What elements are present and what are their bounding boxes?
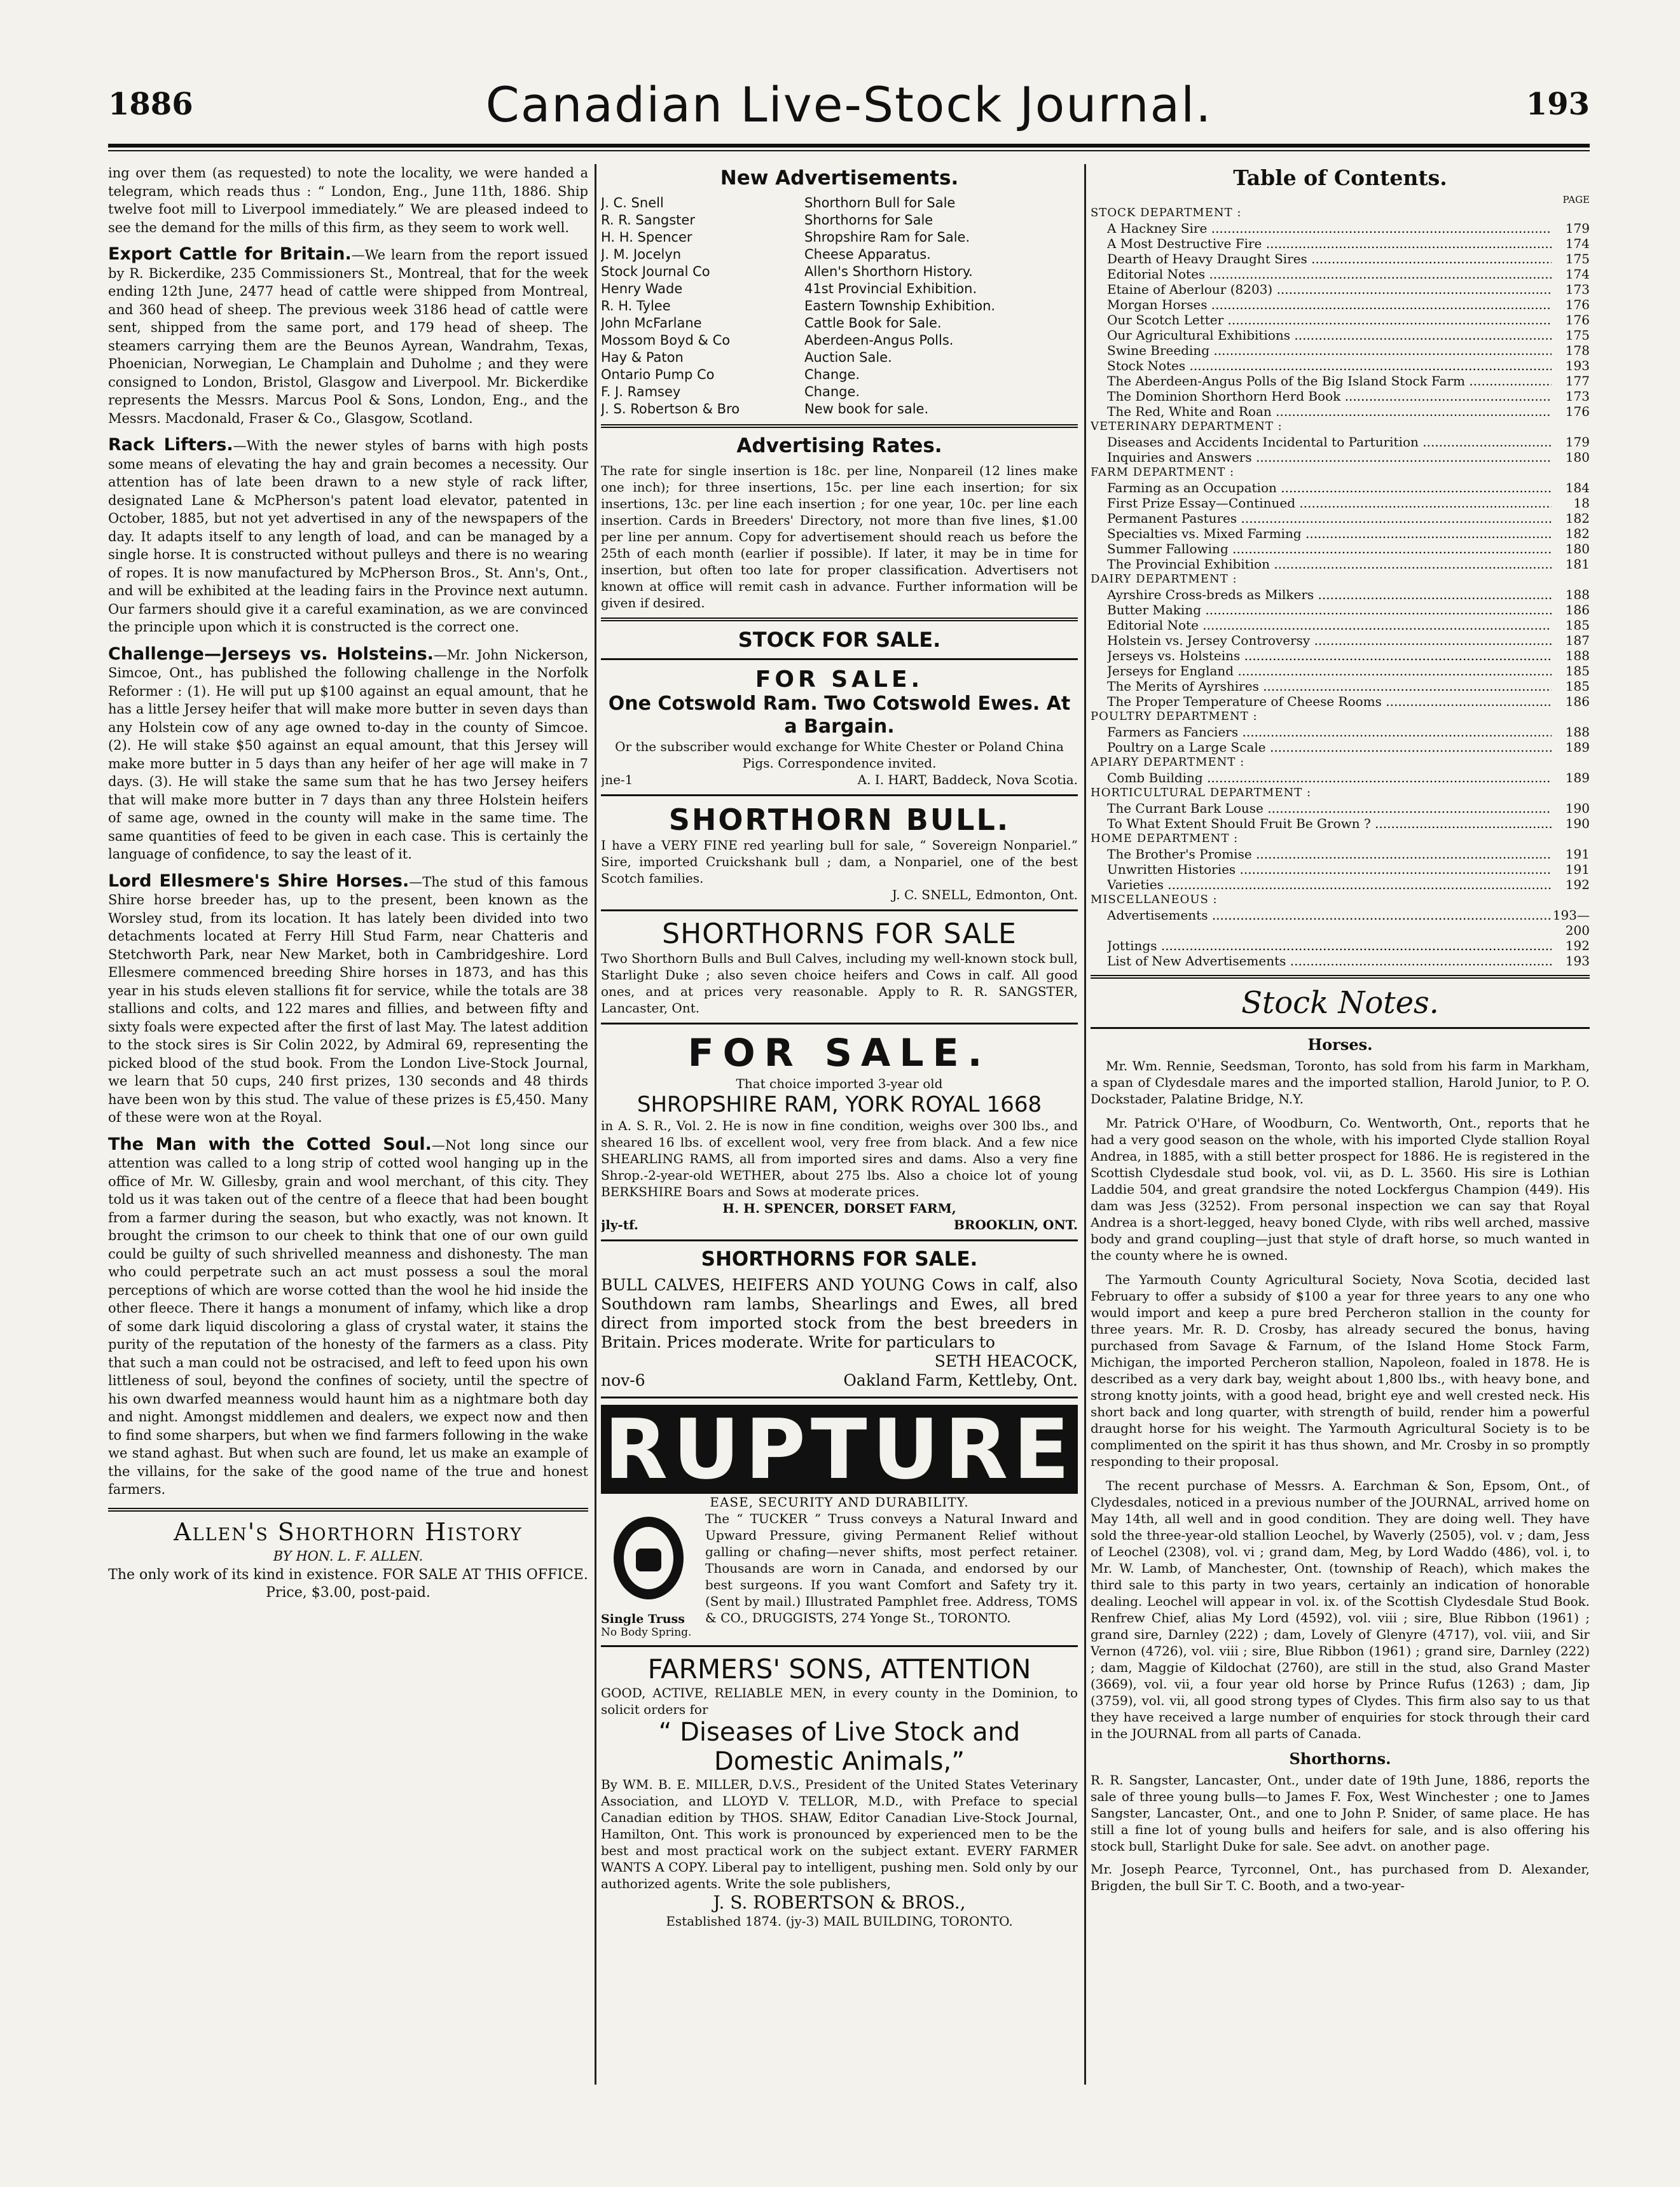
toc-entry-page: 193	[1565, 953, 1590, 969]
new-ad-advertiser: H. H. Spencer	[601, 230, 692, 245]
diseases-book-title: “ Diseases of Live Stock and Domestic Animals,”	[658, 1718, 1021, 1776]
toc-entry-page: 180	[1565, 541, 1590, 556]
diseases-book-body: By WM. B. E. MILLER, D.V.S., President of the United States Veterinary Association, and LLOYD V. TELLOR, M.D., with Preface to special Canadian edition by THOS. SHAW, Editor Canadian Live-Stock Journal, Hamilton, Ont. This work is pronounced by experienced men to be the best and most practical work on the subject extant. EVERY FARMER WANTS A COPY. Liberal pay to intelligent, pushing men. Sold only by our authorized agents. Write the sole publishers,	[601, 1777, 1078, 1891]
toc-entry-page: 176	[1565, 297, 1590, 312]
toc-entry-title: Poultry on a Large Scale .....	[1107, 740, 1552, 755]
divider	[601, 424, 1078, 428]
new-ad-description: Aberdeen-Angus Polls.	[804, 333, 954, 348]
ad-code: jly-tf.	[601, 1217, 638, 1232]
toc-entry	[1091, 770, 1590, 785]
allen-history-author: BY HON. L. F. ALLEN.	[273, 1548, 423, 1564]
toc-entry	[1091, 953, 1590, 969]
toc-entry-title: The Aberdeen-Angus Polls of the Big Island Stock Farm .....	[1107, 373, 1552, 389]
toc-department: APIARY DEPARTMENT :	[1091, 755, 1245, 769]
toc-department: HORTICULTURAL DEPARTMENT :	[1091, 786, 1312, 799]
stock-for-sale-title: STOCK FOR SALE.	[738, 628, 941, 652]
new-advertisements-list	[601, 195, 1078, 418]
toc-entry	[1091, 694, 1590, 709]
heacock-signature-row	[601, 1371, 1078, 1390]
toc-entry-title: Comb Building .....	[1107, 770, 1552, 785]
toc-entry	[1091, 740, 1590, 755]
toc-entry-title: Varieties .....	[1107, 877, 1552, 892]
article-headline: Export Cattle for Britain.	[108, 244, 352, 264]
truss-label-1: Single Truss	[601, 1612, 685, 1626]
new-ad-advertiser: Henry Wade	[601, 281, 683, 296]
toc-entry-page: 179	[1565, 221, 1590, 236]
table-of-contents	[1091, 205, 1590, 969]
truss-label-2: No Body Spring.	[601, 1626, 692, 1639]
article-body: —Not long since our attention was called to a long strip of cotted wool hanging up in the office of Mr. W. Gillesby, grain and wool merchant, of this city. They told us it was taken out of the centre of a fleece that had been bought from a farmer during the season, but who exactly, was not known. It brought the crimson to our cheek to think that one of our own guild could be guilty of such shrivelled meanness and dishonesty. The man who could perpetrate such an act must possess a soul the moral perceptions of which are worse cotted than the wool he hid inside the other fleece. There it hangs a monument of infamy, which like a drop of some dark liquid discoloring a glass of crystal water, it stains the purity of the reputation of the honesty of the farmers as a class. Pity that such a man could not be ostracised, and left to feed upon his own littleness of soul, beyond the confines of society, until the spectre of his own dwarfed meanness would haunt him as a nightmare both day and night. Amongst middlemen and dealers, we expect now and then to find some sharpers, but when we find farmers following in the wake we stand aghast. But when such are found, let us make an example of the villains, for the sake of the good name of the true and honest farmers.	[108, 1137, 588, 1497]
article-export-cattle	[108, 245, 588, 427]
divider	[601, 909, 1078, 911]
toc-entry-page: 193	[1565, 358, 1590, 373]
column-2	[601, 164, 1078, 2066]
toc-entry-title: Unwritten Histories .....	[1107, 862, 1552, 877]
robertson-signature: J. S. ROBERTSON & BROS.,	[713, 1892, 966, 1913]
divider	[601, 1023, 1078, 1025]
toc-entry-page: 191	[1565, 846, 1590, 862]
new-ad-description: Change.	[804, 384, 860, 399]
toc-entry-page: 189	[1565, 740, 1590, 755]
toc-entry-title: The Provincial Exhibition .....	[1107, 556, 1552, 572]
toc-entry-title: Our Agricultural Exhibitions .....	[1107, 328, 1552, 343]
toc-entry	[1091, 343, 1590, 358]
new-ad-row	[601, 315, 1078, 332]
stock-note: The recent purchase of Messrs. A. Earchman & Son, Epsom, Ont., of Clydesdales, noticed in a previous number of the JOURNAL, arrived home on May 14th, all well and in good condition. They are doing well. They have sold the three-year-old stallion Leochel, by Waverly (2505), vol. v ; dam, Jess of Leochel (2308), vol. vi ; grand dam, Meg, by Lord Waddo (486), vol. i, to Mr. W. Lamb, of Manchester, Ont. (township of Reach), which makes the third sale to this party in two years, certainly an indication of honorable dealing. Leochel will appear in vol. ix. of the Scottish Clydesdale Stud Book. Renfrew Chief, alias My Lord (4592), vol. viii ; sire, Blue Ribbon (1961) ; grand sire, Darnley (222) ; dam, Lovely of Glenyre (4717), vol. viii, and Sir Vernon (4726), vol. viii ; sire, Blue Ribbon (1961) ; grand sire, Darnley (222) ; dam, Maggie of Kildochat (2760), are still in the stud, also Grand Master (3669), vol. vii, a four year old horse by Prince Rufus (1263) ; dam, Jip (3759), vol. vii, all good strong types of Clydes. This firm also say to us that they have received a large number of enquiries for stock through their card in the JOURNAL from all parts of Canada.	[1091, 1478, 1590, 1741]
intro-paragraph: ing over them (as requested) to note the locality, we were handed a telegram, which reads thus : “ London, Eng., June 11th, 1886. Ship twelve foot mill to Liverpool immediately.” We are pleased indeed to see the demand for the mills of this firm, as they seem to work well.	[108, 165, 588, 235]
toc-entry	[1091, 602, 1590, 617]
toc-entry-page: 190	[1565, 801, 1590, 816]
shropshire-ram-headline: SHROPSHIRE RAM, YORK ROYAL 1668	[637, 1092, 1042, 1117]
toc-entry-title: A Most Destructive Fire .....	[1107, 236, 1552, 251]
ad-signature: Oakland Farm, Kettleby, Ont.	[843, 1371, 1078, 1390]
table-of-contents-title: Table of Contents.	[1233, 165, 1447, 190]
new-ad-row	[601, 212, 1078, 229]
divider	[601, 1239, 1078, 1241]
toc-entry-page: 178	[1565, 343, 1590, 358]
new-ad-advertiser: Stock Journal Co	[601, 264, 710, 279]
toc-entry	[1091, 328, 1590, 343]
toc-page-label: PAGE	[1562, 194, 1590, 205]
new-ad-description: Allen's Shorthorn History.	[804, 264, 973, 279]
ad-signature: A. I. HART, Baddeck, Nova Scotia.	[857, 772, 1078, 787]
toc-entry-page: 192	[1565, 877, 1590, 892]
toc-entry-title: To What Extent Should Fruit Be Grown ? .....	[1107, 816, 1552, 831]
new-advertisements-title: New Advertisements.	[720, 167, 959, 190]
toc-entry-title: Farmers as Fanciers .....	[1107, 724, 1552, 740]
sangster-note: R. R. Sangster, Lancaster, Ont., under date of 19th June, 1886, reports the sale of three young bulls—to James F. Fox, West Winchester ; one to James Sangster, Lancaster, Ont., and one to John P. Snider, of same place. He has still a fine lot of young bulls and heifers for sale, and is also offering his stock bull, Starlight Duke for sale. See advt. on another page.	[1091, 1772, 1590, 1854]
divider	[601, 1397, 1078, 1398]
article-headline: Lord Ellesmere's Shire Horses.	[108, 871, 410, 891]
toc-entry-title: Dearth of Heavy Draught Sires .....	[1107, 251, 1552, 266]
new-ad-description: New book for sale.	[804, 401, 929, 417]
toc-entry	[1091, 724, 1590, 740]
new-ad-row	[601, 383, 1078, 401]
toc-entry-title: The Dominion Shorthorn Herd Book .....	[1107, 389, 1552, 404]
shropshire-ram-body: in A. S. R., Vol. 2. He is now in fine condition, weighs over 300 lbs., and sheared 16 lbs. of excellent wool, very free from black. And a few nice SHEARLING RAMS, all from imported sires and dams. Also a very fine Shrop.-2-year-old WETHER, about 275 lbs. Also a choice lot of young BERKSHIRE Boars and Sows at moderate prices.	[601, 1118, 1078, 1199]
toc-entry	[1091, 846, 1590, 862]
shorthorn-bull-body: I have a VERY FINE red yearling bull for sale, “ Sovereign Nonpariel.” Sire, imported Cruickshank bull ; dam, a Nonpariel, one of the best Scotch families.	[601, 838, 1078, 886]
toc-entry	[1091, 617, 1590, 633]
toc-entry	[1091, 434, 1590, 450]
toc-entry-title: List of New Advertisements .....	[1107, 953, 1552, 969]
toc-entry-title: Jottings .....	[1107, 938, 1552, 953]
toc-entry-title: The Merits of Ayrshires .....	[1107, 679, 1552, 694]
for-sale-banner-2: FOR SALE.	[687, 1031, 991, 1075]
toc-entry-page: 176	[1565, 404, 1590, 419]
toc-entry	[1091, 236, 1590, 251]
new-ad-advertiser: R. H. Tylee	[601, 298, 671, 314]
toc-department: MISCELLANEOUS :	[1091, 893, 1218, 906]
article-headline: Rack Lifters.	[108, 435, 233, 455]
rupture-ad-body	[601, 1510, 1078, 1639]
toc-entry-title: Editorial Notes .....	[1107, 266, 1552, 282]
farmers-sons-headline: FARMERS' SONS, ATTENTION	[647, 1653, 1031, 1685]
masthead-year: 1886	[108, 86, 193, 122]
toc-entry-title: The Proper Temperature of Cheese Rooms .....	[1107, 694, 1552, 709]
masthead-page-number: 193	[1525, 86, 1590, 122]
toc-entry-page: 180	[1565, 450, 1590, 465]
new-ad-row	[601, 246, 1078, 263]
masthead	[108, 75, 1590, 132]
new-ad-row	[601, 280, 1078, 298]
new-ad-row	[601, 229, 1078, 246]
toc-entry	[1091, 862, 1590, 877]
column-divider-1	[595, 164, 596, 2085]
toc-entry-page: 185	[1565, 679, 1590, 694]
toc-entry	[1091, 633, 1590, 648]
divider	[601, 1645, 1078, 1647]
toc-department: FARM DEPARTMENT :	[1091, 466, 1235, 479]
stock-note: Mr. Wm. Rennie, Seedsman, Toronto, has sold from his farm in Markham, a span of Clydesdale mares and the imported stallion, Harold Junior, to P. O. Dockstader, Palatine Bridge, N.Y.	[1091, 1058, 1590, 1107]
toc-entry	[1091, 801, 1590, 816]
column-1	[108, 164, 588, 2066]
article-body: —Mr. John Nickerson, Simcoe, Ont., has published the following challenge in the Norfolk Reformer : (1). He will put up $100 against an equal amount, that he has a little Jersey heifer that will make more butter in seven days than any Holstein cow of any age owned to-day in the county of Simcoe. (2). He will stake $50 against an equal amount, that this Jersey will make more butter in 5 days than any heifer of her age will make in 7 days. (3). He will stake the same sum that he has two Jersey heifers that will make more butter in 7 days than any three Holstein heifers of same age, owned in the county will make in the same time. The same quantities of feed to be given in each case. This is certainly the language of confidence, to say the least of it.	[108, 647, 588, 862]
toc-entry-page: 182	[1565, 526, 1590, 541]
toc-entry-title: Editorial Note .....	[1107, 617, 1552, 633]
new-ad-advertiser: F. J. Ramsey	[601, 384, 681, 399]
advertising-rates-body: The rate for single insertion is 18c. per line, Nonpareil (12 lines make one inch); for three insertions, 15c. per line each insertion; for six insertions, 13c. per line each insertion ; for one year, 10c. per line each insertion. Cards in Breeders' Directory, not more than five lines, $1.00 per line per annum. Copy for advertisement should reach us before the 25th of each month (earlier if possible). If later, it may be in time for insertion, but often too late for proper classification. Advertisers not known at office will remit cash in advance. Further information will be given if desired.	[601, 463, 1078, 611]
rupture-subtitle: EASE, SECURITY AND DURABILITY.	[710, 1494, 969, 1510]
toc-entry-page: 188	[1565, 724, 1590, 740]
toc-entry-page: 173	[1565, 389, 1590, 404]
divider	[601, 617, 1078, 621]
new-ad-description: Shorthorns for Sale	[804, 212, 933, 228]
toc-department: STOCK DEPARTMENT :	[1091, 206, 1242, 219]
ad-code: nov-6	[601, 1371, 645, 1390]
new-ad-row	[601, 401, 1078, 418]
toc-entry	[1091, 282, 1590, 297]
toc-entry-title: The Red, White and Roan .....	[1107, 404, 1552, 419]
toc-entry	[1091, 358, 1590, 373]
toc-entry	[1091, 526, 1590, 541]
ram-signature-row	[601, 1217, 1078, 1233]
toc-entry	[1091, 312, 1590, 328]
truss-illustration	[601, 1510, 696, 1639]
divider	[1091, 975, 1590, 979]
new-ad-advertiser: Mossom Boyd & Co	[601, 333, 731, 348]
toc-entry-page: 189	[1565, 770, 1590, 785]
toc-entry-title: A Hackney Sire .....	[1107, 221, 1552, 236]
shorthorn-bull-headline: SHORTHORN BULL.	[668, 803, 1010, 837]
toc-entry-title: Diseases and Accidents Incidental to Parturition .....	[1107, 434, 1552, 450]
toc-entry-page: 174	[1565, 266, 1590, 282]
toc-entry-page: 185	[1565, 617, 1590, 633]
new-ad-advertiser: J. S. Robertson & Bro	[601, 401, 740, 417]
new-ad-description: Change.	[804, 367, 860, 382]
toc-entry-page: 184	[1565, 480, 1590, 495]
toc-entry-title: Farming as an Occupation .....	[1107, 480, 1552, 495]
ad-signature: BROOKLIN, ONT.	[953, 1217, 1078, 1232]
toc-entry-page: 175	[1565, 328, 1590, 343]
new-ad-description: 41st Provincial Exhibition.	[804, 281, 977, 296]
cotswold-signature-row	[601, 771, 1078, 788]
toc-entry-title: Specialties vs. Mixed Farming .....	[1107, 526, 1552, 541]
toc-entry-title: Swine Breeding .....	[1107, 343, 1552, 358]
truss-icon	[601, 1510, 696, 1612]
divider	[1091, 1027, 1590, 1029]
toc-entry-title: Jerseys for England .....	[1107, 663, 1552, 679]
toc-entry	[1091, 404, 1590, 419]
divider	[601, 658, 1078, 660]
new-ad-advertiser: J. C. Snell	[601, 195, 664, 210]
toc-entry-page: 188	[1565, 648, 1590, 663]
heacock-body: BULL CALVES, HEIFERS AND YOUNG Cows in calf, also Southdown ram lambs, Shearlings and Ewes, all bred direct from imported stock from the best breeders in Britain. Prices moderate. Write for particulars to	[601, 1276, 1078, 1351]
new-ad-advertiser: John McFarlane	[601, 315, 702, 331]
toc-entry-page: 174	[1565, 236, 1590, 251]
pearce-note: Mr. Joseph Pearce, Tyrconnel, Ont., has purchased from D. Alexander, Brigden, the bull Sir T. C. Booth, and a two-year-	[1091, 1861, 1590, 1893]
article-rack-lifters	[108, 436, 588, 637]
toc-entry-title: Summer Fallowing .....	[1107, 541, 1552, 556]
toc-department: POULTRY DEPARTMENT :	[1091, 710, 1258, 723]
masthead-rule-thin	[108, 150, 1590, 151]
stock-notes-title: Stock Notes.	[1241, 985, 1439, 1021]
toc-entry	[1091, 907, 1590, 938]
new-ad-description: Shorthorn Bull for Sale	[804, 195, 956, 210]
new-ad-description: Shropshire Ram for Sale.	[804, 230, 970, 245]
toc-entry-page: 176	[1565, 312, 1590, 328]
toc-entry-page: 187	[1565, 633, 1590, 648]
toc-entry-title: The Currant Bark Louse .....	[1107, 801, 1552, 816]
toc-entry	[1091, 587, 1590, 602]
toc-entry	[1091, 511, 1590, 526]
divider	[601, 794, 1078, 796]
heacock-signature-1: SETH HEACOCK,	[934, 1352, 1078, 1370]
toc-entry-title: Jerseys vs. Holsteins .....	[1107, 648, 1552, 663]
rupture-banner: RUPTURE	[601, 1405, 1078, 1494]
toc-entry	[1091, 679, 1590, 694]
shorthorns-for-sale-2-headline: SHORTHORNS FOR SALE.	[701, 1248, 978, 1271]
rupture-text: The “ TUCKER ” Truss conveys a Natural Inward and Upward Pressure, giving Permanent Relief without galling or chafing—never shifts, most perfect retainer. Thousands are worn in Canada, and endorsed by our best surgeons. If you want Comfort and Safety try it. (Sent by mail.) Illustrated Pamphlet free. Address, TOMS & CO., DRUGGISTS, 274 Yonge St., TORONTO.	[705, 1511, 1078, 1625]
new-ad-row	[601, 298, 1078, 315]
stock-note: Mr. Patrick O'Hare, of Woodburn, Co. Wentworth, Ont., reports that he had a very good season on the whole, with his imported Clyde stallion Royal Andrea, in 1885, with a still better prospect for 1886. He is registered in the Scottish Clydesdale stud book, vol. vii, as D. L. 3560. His sire is Lothian Laddie 504, and great grandsire the noted Lockfergus Champion (449). His dam was Jess (3252). From personal inspection we can say that Royal Andrea is a short-legged, heavy boned Clyde, with ribs well arched, massive body and grand coupling—just that style of draft horse, so much wanted in the county where he is owned.	[1091, 1115, 1590, 1263]
new-ad-advertiser: R. R. Sangster	[601, 212, 695, 228]
new-ad-row	[601, 366, 1078, 383]
toc-entry-title: Advertisements .....	[1107, 907, 1552, 938]
allen-history-body: The only work of its kind in existence. FOR SALE AT THIS OFFICE. Price, $3.00, post-paid.	[108, 1566, 588, 1601]
toc-entry-title: First Prize Essay—Continued .....	[1107, 495, 1552, 511]
article-ellesmere	[108, 873, 588, 1127]
toc-entry-page: 186	[1565, 694, 1590, 709]
toc-entry	[1091, 251, 1590, 266]
toc-entry	[1091, 648, 1590, 663]
new-ad-description: Eastern Township Exhibition.	[804, 298, 996, 314]
toc-entry	[1091, 266, 1590, 282]
toc-entry	[1091, 556, 1590, 572]
toc-entry-title: Morgan Horses .....	[1107, 297, 1552, 312]
shorthorn-bull-signature: J. C. SNELL, Edmonton, Ont.	[892, 887, 1078, 902]
advertising-rates-title: Advertising Rates.	[736, 434, 942, 457]
toc-entry-title: Etaine of Aberlour (8203) .....	[1107, 282, 1552, 297]
toc-entry-page: 190	[1565, 816, 1590, 831]
article-challenge	[108, 645, 588, 864]
toc-entry-title: The Brother's Promise .....	[1107, 846, 1552, 862]
toc-entry	[1091, 221, 1590, 236]
toc-entry-page: 177	[1565, 373, 1590, 389]
new-ad-description: Cattle Book for Sale.	[804, 315, 942, 331]
toc-entry	[1091, 938, 1590, 953]
new-ad-advertiser: Hay & Paton	[601, 350, 684, 365]
cotswold-body: Or the subscriber would exchange for White Chester or Poland China Pigs. Correspondence invited.	[615, 739, 1064, 771]
toc-entry-title: Our Scotch Letter .....	[1107, 312, 1552, 328]
toc-department: VETERINARY DEPARTMENT :	[1091, 420, 1283, 433]
toc-entry-page: 192	[1565, 938, 1590, 953]
toc-entry	[1091, 877, 1590, 892]
article-body: —With the newer styles of barns with high posts some means of elevating the hay and grain becomes a necessity. Our attention has of late been drawn to a new style of rack lifter, designated Lane & McPherson's patent load elevator, patented in October, 1885, but not yet advertised in any of the newspapers of the day. It adapts itself to any length of load, and can be managed by a single horse. It is constructed without pulleys and there is no wearing of ropes. It is now manufactured by McPherson Bros., St. Ann's, Ont., and will be exhibited at the leading fairs in the Province next autumn. Our farmers should give it a careful examination, as we are convinced the principle upon which it is constructed is the correct one.	[108, 438, 588, 635]
toc-department: DAIRY DEPARTMENT :	[1091, 572, 1237, 586]
toc-entry-title: Butter Making .....	[1107, 602, 1552, 617]
toc-entry-page: 181	[1565, 556, 1590, 572]
toc-entry	[1091, 373, 1590, 389]
toc-entry-page: 185	[1565, 663, 1590, 679]
shorthorns-for-sale-body: Two Shorthorn Bulls and Bull Calves, including my well-known stock bull, Starlight Duke ; also seven choice heifers and Cows in calf. All good ones, and at prices very reasonable. Apply to R. R. SANGSTER, Lancaster, Ont.	[601, 951, 1078, 1016]
toc-entry-page: 191	[1565, 862, 1590, 877]
article-body: —The stud of this famous Shire horse breeder has, up to the present, been known as the Worsley stud, from its location. It has lately been divided into two detachments located at Ferry Hill Stud Farm, near Chatteris and Stetchworth Park, near New Market, both in Cambridgeshire. Lord Ellesmere commenced breeding Shire horses in 1873, and has this year in his studs eleven stallions fit for service, while the totals are 38 stallions and colts, and 122 mares and fillies, and between fifty and sixty foals were expected after the first of last May. The latest addition to the stock sires is Sir Colin 2022, by Admiral 69, representing the picked blood of the stud book. From the London Live-Stock Journal, we learn that 50 cups, 240 first prizes, 130 seconds and 48 thirds have been won by this stud. The value of these prizes is £5,450. Many of these were won at the Royal.	[108, 874, 588, 1125]
new-ad-row	[601, 332, 1078, 349]
new-ad-advertiser: J. M. Jocelyn	[601, 247, 682, 262]
toc-entry-page: 179	[1565, 434, 1590, 450]
toc-entry-page: 182	[1565, 511, 1590, 526]
toc-entry	[1091, 480, 1590, 495]
stock-notes-list	[1091, 1058, 1590, 1742]
new-ad-row	[601, 263, 1078, 280]
toc-entry-page: 186	[1565, 602, 1590, 617]
toc-entry	[1091, 450, 1590, 465]
toc-entry	[1091, 816, 1590, 831]
toc-entry	[1091, 297, 1590, 312]
masthead-title: Canadian Live-Stock Journal.	[485, 76, 1213, 133]
toc-entry	[1091, 389, 1590, 404]
horses-subhead: Horses.	[1307, 1035, 1373, 1054]
for-sale-banner: FOR SALE.	[755, 666, 924, 693]
new-ad-advertiser: Ontario Pump Co	[601, 367, 715, 382]
article-cotted-soul	[108, 1136, 588, 1499]
ad-code: jne-1	[601, 772, 633, 787]
ram-signature-1: H. H. SPENCER, DORSET FARM,	[722, 1201, 956, 1216]
toc-entry-title: Inquiries and Answers .....	[1107, 450, 1552, 465]
article-headline: Challenge—Jerseys vs. Holsteins.	[108, 644, 434, 664]
toc-entry	[1091, 541, 1590, 556]
robertson-footer: Established 1874. (jy-3) MAIL BUILDING, TORONTO.	[666, 1914, 1013, 1929]
article-headline: The Man with the Cotted Soul.	[108, 1134, 432, 1154]
toc-entry	[1091, 663, 1590, 679]
masthead-rule	[108, 144, 1590, 148]
article-body: —We learn from the report issued by R. Bickerdike, 235 Commissioners St., Montreal, that for the week ending 12th June, 2477 head of cattle were shipped from Montreal, and 360 head of sheep. The previous week 3186 head of cattle were sent, shipped from the same port, and 179 head of sheep. The steamers carrying them are the Beunos Ayrean, Wandrahm, Texas, Phoenician, Norwegian, Le Champlain and Duholme ; and they were consigned to London, Bristol, Glasgow and Liverpool. Mr. Bickerdike represents the Messrs. Marcus Pool & Sons, London, Eng., and the Messrs. Macdonald, Fraser & Co., Glasgow, Scotland.	[108, 247, 588, 426]
farmers-sons-body: GOOD, ACTIVE, RELIABLE MEN, in every county in the Dominion, to solicit orders for	[601, 1685, 1078, 1717]
toc-entry-title: Permanent Pastures .....	[1107, 511, 1552, 526]
new-ad-row	[601, 195, 1078, 212]
ram-intro: That choice imported 3-year old	[736, 1076, 943, 1091]
cotswold-headline: One Cotswold Ram. Two Cotswold Ewes. At a Bargain.	[608, 693, 1071, 738]
toc-entry-title: Holstein vs. Jersey Controversy .....	[1107, 633, 1552, 648]
toc-entry-title: Ayrshire Cross-breds as Milkers .....	[1107, 587, 1552, 602]
toc-entry	[1091, 495, 1590, 511]
toc-entry-page: 175	[1565, 251, 1590, 266]
column-divider-2	[1084, 164, 1086, 2085]
shorthorns-subhead: Shorthorns.	[1289, 1749, 1391, 1768]
toc-entry-page: 188	[1565, 587, 1590, 602]
stock-note: The Yarmouth County Agricultural Society, Nova Scotia, decided last February to offer a subsidy of $100 a year for three years to any one who would import and keep a pure bred Percheron stallion in the county for three years. Mr. R. D. Crosby, has already secured the bonus, having purchased from Savage & Farnum, of the Island Home Stock Farm, Michigan, the imported Percheron stallion, Napoleon, foaled in 1878. He is described as a very dark bay, weight about 1,800 lbs., with heavy bone, and strong knotty joints, with a good head, bright eye and well crested neck. His short back and long quarter, with strength of build, render him a powerful draught horse for his weight. The Yarmouth Agricultural Society is to be complimented on the spirit it has thus shown, and Mr. Crosby in so promptly responding to their proposal.	[1091, 1272, 1590, 1469]
toc-department: HOME DEPARTMENT :	[1091, 832, 1239, 845]
toc-entry-page: 193—200	[1552, 907, 1590, 938]
new-ad-description: Cheese Apparatus.	[804, 247, 931, 262]
allen-history-title: Allen's Shorthorn History	[174, 1517, 523, 1546]
divider	[108, 1508, 588, 1512]
shorthorns-for-sale-headline: SHORTHORNS FOR SALE	[662, 918, 1017, 950]
toc-entry-page: 18	[1573, 495, 1590, 511]
new-ad-row	[601, 349, 1078, 366]
toc-entry-page: 173	[1565, 282, 1590, 297]
column-3	[1091, 164, 1590, 2066]
toc-entry-title: Stock Notes .....	[1107, 358, 1552, 373]
new-ad-description: Auction Sale.	[804, 350, 892, 365]
